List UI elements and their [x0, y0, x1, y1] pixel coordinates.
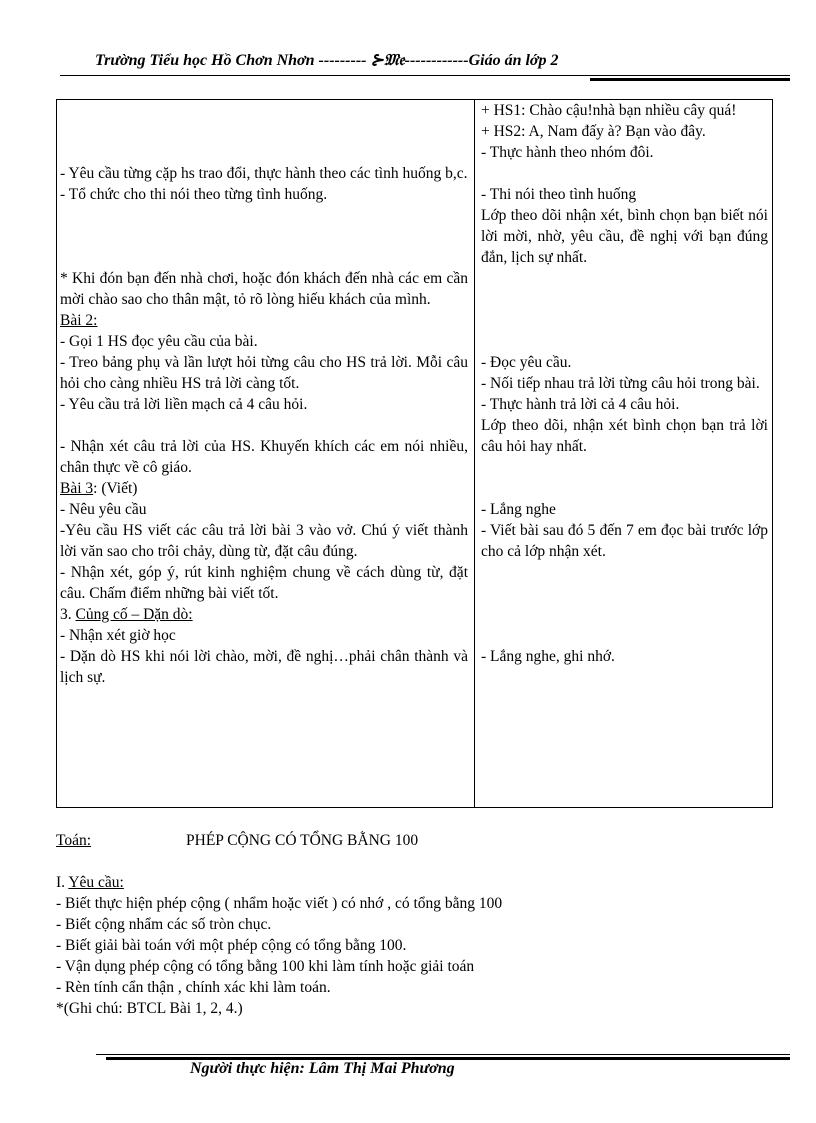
header-logo: ⊱𝔐𝔢: [370, 52, 405, 69]
requirement-item: - Biết cộng nhẩm các số tròn chục.: [56, 916, 272, 933]
table-line: - Thực hành theo nhóm đôi.: [481, 144, 654, 161]
table-line: - Dặn dò HS khi nói lời chào, mời, đề nghị…phải chân thành và lịch sự.: [60, 648, 468, 686]
exercise-heading: Bài 2:: [60, 312, 98, 329]
table-line: - Lắng nghe: [481, 501, 556, 518]
table-line: 3. Củng cố – Dặn dò:: [60, 606, 193, 623]
table-line: - Viết bài sau đó 5 đến 7 em đọc bài trước lớp cho cả lớp nhận xét.: [481, 522, 768, 560]
table-line: [481, 562, 768, 583]
table-line: - Nhận xét câu trả lời của HS. Khuyến khích các em nói nhiều, chân thực về cô giáo.: [60, 438, 468, 476]
table-line: [481, 331, 768, 352]
requirement-item: - Rèn tính cẩn thận , chính xác khi làm toán.: [56, 979, 331, 996]
table-line: [481, 268, 768, 289]
table-line: - Treo bảng phụ và lần lượt hỏi từng câu cho HS trả lời. Mỗi câu hỏi cho càng nhiều HS trả lời càng tốt.: [60, 354, 468, 392]
table-line: - Nối tiếp nhau trả lời từng câu hỏi trong bài.: [481, 375, 760, 392]
table-line: Lớp theo dõi, nhận xét bình chọn bạn trả lời câu hỏi hay nhất.: [481, 417, 768, 455]
table-line: [60, 205, 468, 226]
table-line: [481, 310, 768, 331]
table-line: [481, 583, 768, 604]
requirement-item: - Biết giải bài toán với một phép cộng có tổng bằng 100.: [56, 937, 407, 954]
table-line: + HS2: A, Nam đấy à? Bạn vào đây.: [481, 123, 706, 140]
table-line: - Lắng nghe, ghi nhớ.: [481, 648, 615, 665]
table-line: [481, 478, 768, 499]
page-header: [95, 50, 795, 70]
table-line: [60, 142, 468, 163]
column-divider: [474, 100, 475, 807]
table-line: - Yêu cầu trả lời liền mạch cả 4 câu hỏi.: [60, 396, 308, 413]
lesson-table: [56, 99, 773, 808]
table-line: [481, 625, 768, 646]
exercise-heading: Bài 3: [60, 480, 94, 497]
table-line: [60, 226, 468, 247]
lesson-section: [56, 830, 756, 1019]
table-line: Bài 3: (Viết): [60, 480, 138, 497]
requirements-number: I.: [56, 874, 69, 891]
table-line: * Khi đón bạn đến nhà chơi, hoặc đón khách đến nhà các em cần mời chào sao cho thân mật, tỏ rõ lòng hiếu khách của mình.: [60, 270, 468, 308]
table-line: - Thực hành trả lời cả 4 câu hỏi.: [481, 396, 680, 413]
requirement-item: - Vận dụng phép cộng có tổng bằng 100 khi làm tính hoặc giải toán: [56, 958, 475, 975]
table-line: [481, 289, 768, 310]
requirements-list: [56, 893, 756, 1019]
section-title-line: [56, 830, 756, 852]
table-line: -Yêu cầu HS viết các câu trả lời bài 3 vào vở. Chú ý viết thành lời văn sao cho trôi chảy, dùng từ, đặt câu đúng.: [60, 522, 468, 560]
footer-rule-thin: [96, 1054, 790, 1055]
table-line: [481, 604, 768, 625]
table-line: + HS1: Chào cậu!nhà bạn nhiều cây quá!: [481, 102, 737, 119]
table-line: [60, 100, 468, 121]
table-line: [60, 415, 468, 436]
table-line: Lớp theo dõi nhận xét, bình chọn bạn biết nói lời mời, nhờ, yêu cầu, đề nghị với bạn đúng đắn, lịch sự nhất.: [481, 207, 768, 266]
table-line: - Yêu cầu từng cặp hs trao đổi, thực hành theo các tình huống b,c.: [60, 165, 468, 182]
subject-label: Toán:: [56, 832, 92, 849]
requirement-item: *(Ghi chú: BTCL Bài 1, 2, 4.): [56, 1000, 243, 1017]
requirement-item: - Biết thực hiện phép cộng ( nhẩm hoặc viết ) có nhớ , có tổng bằng 100: [56, 895, 503, 912]
header-rule-thick: [590, 78, 790, 81]
table-line: - Nhận xét giờ học: [60, 627, 176, 644]
table-line: [481, 457, 768, 478]
requirements-heading: [56, 872, 756, 893]
table-line: [60, 121, 468, 142]
requirements-label: Yêu cầu:: [68, 874, 124, 891]
header-rule-thin: [60, 75, 790, 76]
table-line: - Tổ chức cho thi nói theo từng tình huống.: [60, 186, 328, 203]
table-line: - Thi nói theo tình huống: [481, 186, 637, 203]
table-line: [60, 310, 468, 331]
table-line: - Nhận xét, góp ý, rút kinh nghiệm chung về cách dùng từ, đặt câu. Chấm điểm những bài viết tốt.: [60, 564, 468, 602]
lesson-title: PHÉP CỘNG CÓ TỔNG BẰNG 100: [186, 832, 419, 849]
page-footer: Người thực hiện: Lâm Thị Mai Phương: [190, 1060, 455, 1077]
header-school: Trường Tiểu học Hồ Chơn Nhơn ---------: [95, 52, 371, 69]
table-line: [481, 163, 768, 184]
table-line: - Gọi 1 HS đọc yêu cầu của bài.: [60, 333, 258, 350]
table-line: [60, 247, 468, 268]
teacher-column: [60, 100, 468, 688]
student-column: [481, 100, 768, 667]
section-heading: Củng cố – Dặn dò:: [75, 606, 193, 623]
table-line: - Đọc yêu cầu.: [481, 354, 572, 371]
header-grade: ------------Giáo án lớp 2: [404, 52, 559, 69]
table-line: - Nêu yêu cầu: [60, 501, 147, 518]
